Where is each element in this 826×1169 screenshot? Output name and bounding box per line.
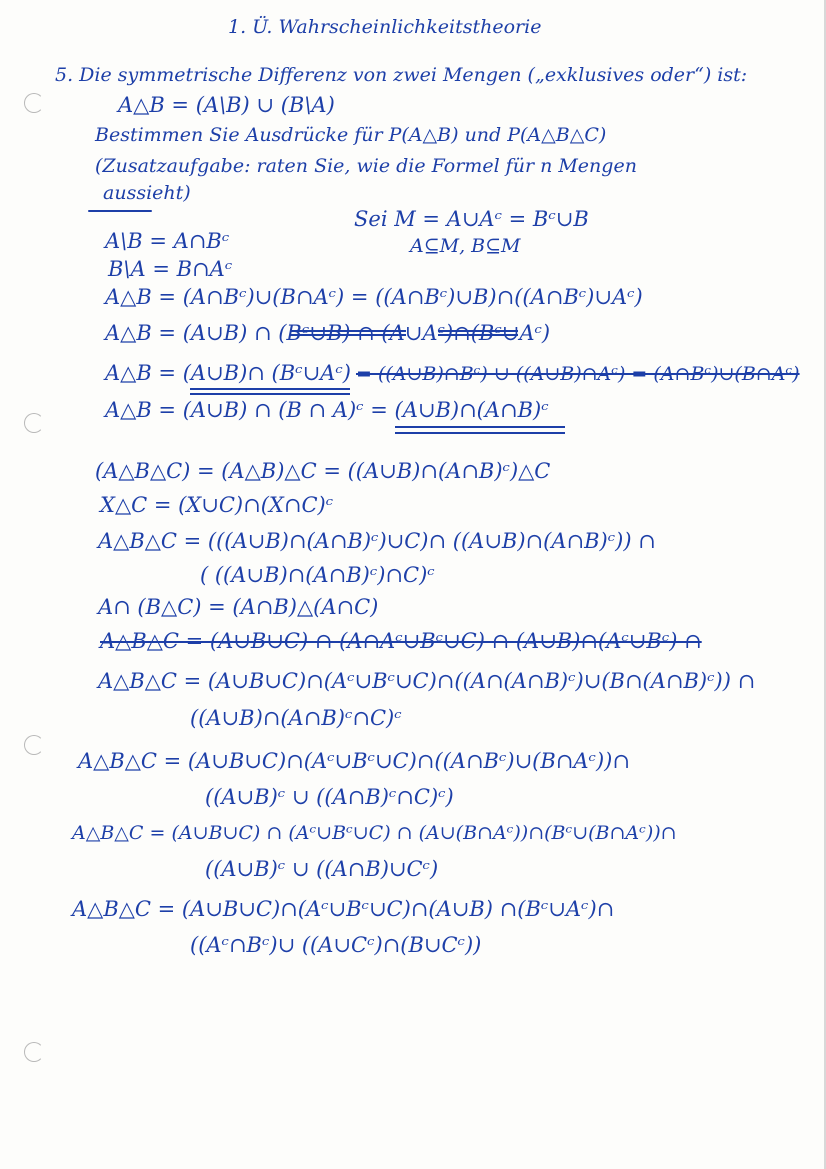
punch-hole-mark (24, 735, 44, 755)
formula-line: A△B = (A∪B)∩ (Bᶜ∪Aᶜ) (105, 361, 351, 385)
formula-line: A∩ (B△C) = (A∩B)△(A∩C) (98, 595, 379, 619)
formula-line: A△B△C = (((A∪B)∩(A∩B)ᶜ)∪C)∩ ((A∪B)∩(A∩B)ᶜ)) ∩ (98, 529, 656, 553)
formula-line: A△B△C = (A∪B∪C) ∩ (Aᶜ∪Bᶜ∪C) ∩ (A∪(B∩Aᶜ))∩(Bᶜ∪(B∩Aᶜ))∩ (72, 822, 677, 844)
task-question: Bestimmen Sie Ausdrücke für P(A△B) und P(A△B△C) (95, 124, 607, 146)
underline-mark (395, 426, 565, 428)
underline-mark (395, 432, 565, 434)
formula-line: ( ((A∪B)∩(A∩B)ᶜ)∩C)ᶜ (200, 563, 435, 587)
formula-line: A⊆M, B⊆M (410, 235, 521, 257)
formula-line: ((Aᶜ∩Bᶜ)∪ ((A∪Cᶜ)∩(B∪Cᶜ)) (190, 933, 482, 957)
task-bonus: (Zusatzaufgabe: raten Sie, wie die Formel für n Mengen (95, 155, 637, 177)
punch-hole-mark (24, 93, 44, 113)
cross-out-mark (290, 330, 406, 336)
formula-line: A△B = (A∪B) ∩ (Bᶜ∪B) ∩ (A∪Aᶜ)∩(Bᶜ∪Aᶜ) (105, 321, 551, 345)
task-bonus-end: aussieht) (103, 182, 191, 204)
cross-out-mark (438, 330, 518, 336)
formula-line: A△B△C = (A∪B∪C)∩(Aᶜ∪Bᶜ∪C)∩(A∪B) ∩(Bᶜ∪Aᶜ)∩ (72, 897, 615, 921)
formula-line: ((A∪B)ᶜ ∪ ((A∩B)ᶜ∩C)ᶜ) (205, 785, 454, 809)
formula-line: A△B = (A∪B) ∩ (B ∩ A)ᶜ = (A∪B)∩(A∩B)ᶜ (105, 398, 549, 422)
punch-hole-mark (24, 413, 44, 433)
formula-line: B\A = B∩Aᶜ (108, 257, 233, 281)
task-statement: 5. Die symmetrische Differenz von zwei Mengen („exklusives oder“) ist: (55, 64, 748, 86)
formula-line: A△B = (A∩Bᶜ)∪(B∩Aᶜ) = ((A∩Bᶜ)∪B)∩((A∩Bᶜ)∪Aᶜ) (105, 285, 643, 309)
definition-formula: A△B = (A\B) ∪ (B\A) (118, 93, 335, 117)
struck-formula-line: A△B△C = (A∪B∪C) ∩ (A∩Aᶜ∪Bᶜ∪C) ∩ (A∪B)∩(Aᶜ∪Bᶜ) ∩ (100, 629, 702, 653)
page-title: 1. Ü. Wahrscheinlichkeitstheorie (228, 16, 542, 38)
underline-mark (190, 388, 350, 390)
separator-stroke (88, 210, 152, 212)
formula-line: A△B△C = (A∪B∪C)∩(Aᶜ∪Bᶜ∪C)∩((A∩(A∩B)ᶜ)∪(B∩(A∩B)ᶜ)) ∩ (98, 669, 756, 693)
formula-line: Sei M = A∪Aᶜ = Bᶜ∪B (354, 207, 589, 231)
formula-line: A\B = A∩Bᶜ (105, 229, 230, 253)
underline-mark (190, 393, 350, 395)
formula-line: X△C = (X∪C)∩(X∩C)ᶜ (100, 493, 334, 517)
punch-hole-mark (24, 1042, 44, 1062)
struck-formula-line: = ((A∪B)∩Bᶜ) ∪ ((A∪B)∩Aᶜ) = (A∩Bᶜ)∪(B∩Aᶜ) (356, 363, 800, 385)
formula-line: (A△B△C) = (A△B)△C = ((A∪B)∩(A∩B)ᶜ)△C (95, 459, 551, 483)
formula-line: ((A∪B)ᶜ ∪ ((A∩B)∪Cᶜ) (205, 857, 439, 881)
formula-line: ((A∪B)∩(A∩B)ᶜ∩C)ᶜ (190, 706, 402, 730)
formula-line: A△B△C = (A∪B∪C)∩(Aᶜ∪Bᶜ∪C)∩((A∩Bᶜ)∪(B∩Aᶜ))∩ (78, 749, 630, 773)
